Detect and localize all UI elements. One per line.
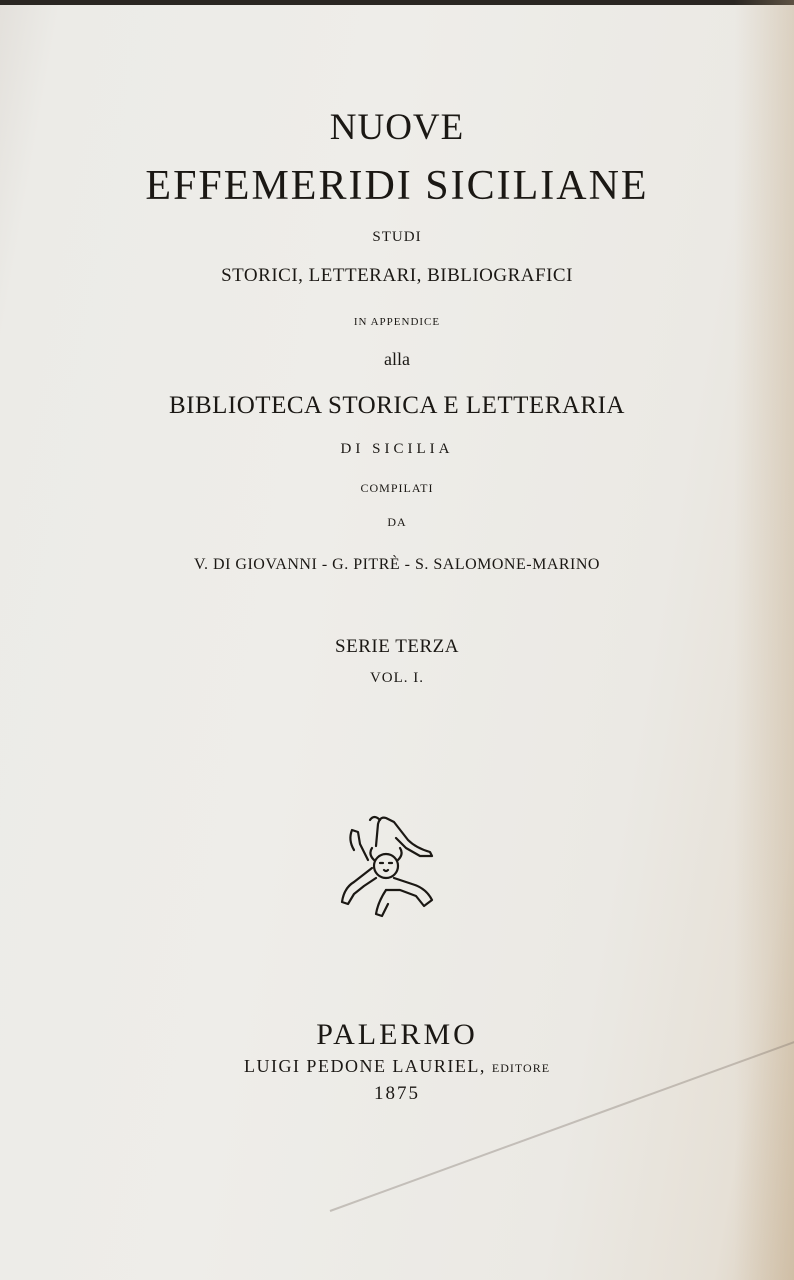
subtitle-alla: alla: [384, 349, 410, 369]
subtitle-subjects: STORICI, LETTERARI, BIBLIOGRAFICI: [221, 265, 573, 286]
imprint-city: PALERMO: [316, 1018, 478, 1051]
volume-label: VOL. I.: [369, 670, 425, 686]
imprint-publisher-line: [0, 1056, 794, 1077]
subtitle-studi: STUDI: [372, 229, 422, 245]
authors-da: DA: [387, 515, 407, 529]
subtitle-in-appendice: IN APPENDICE: [353, 316, 441, 328]
title-line-1: NUOVE: [329, 107, 465, 148]
page-top-edge: [0, 0, 794, 5]
authors-compilati: COMPILATI: [360, 481, 434, 495]
imprint-year: 1875: [374, 1083, 420, 1104]
imprint-publisher: LUIGI PEDONE LAURIEL,: [243, 1056, 486, 1076]
authors-names: V. DI GIOVANNI - G. PITRÈ - S. SALOMONE-MARINO: [194, 556, 600, 573]
trinacria-icon: [334, 810, 440, 920]
series-label: SERIE TERZA: [335, 636, 459, 657]
subtitle-di-sicilia: DI SICILIA: [340, 441, 454, 457]
imprint-role: EDITORE: [491, 1061, 551, 1075]
subtitle-biblioteca: BIBLIOTECA STORICA E LETTERARIA: [168, 392, 625, 419]
title-line-2: EFFEMERIDI SICILIANE: [145, 163, 649, 209]
